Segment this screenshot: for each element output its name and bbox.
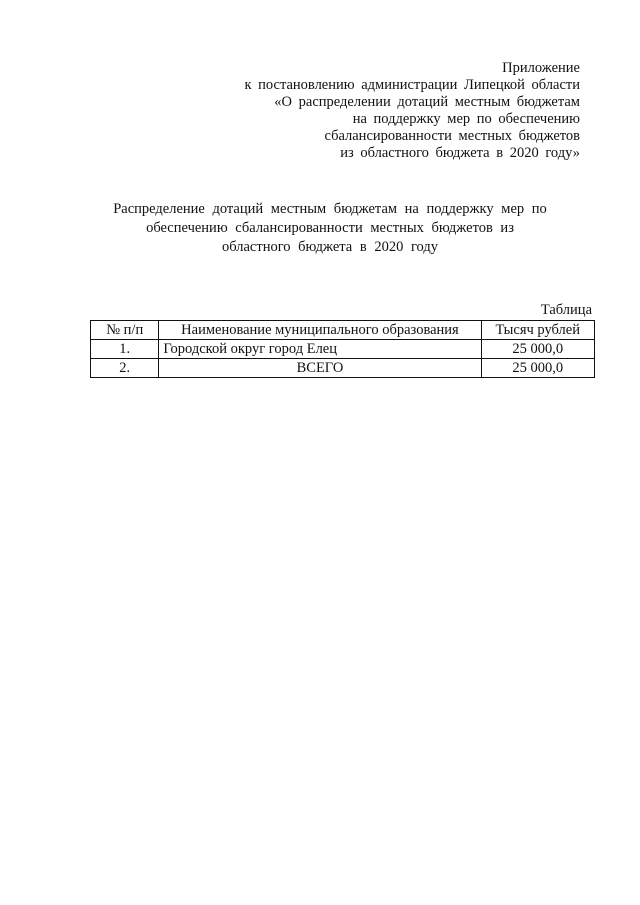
row-number: 1. <box>91 340 159 359</box>
appendix-line: на поддержку мер по обеспечению <box>352 111 580 127</box>
appendix-line: сбалансированности местных бюджетов <box>324 128 580 144</box>
title-line: областного бюджета в 2020 году <box>221 239 438 255</box>
header-amount: Тысяч рублей <box>481 321 595 340</box>
row-amount: 25 000,0 <box>481 340 595 359</box>
document-title <box>95 200 565 257</box>
table-header-row <box>91 321 595 340</box>
row-amount: 25 000,0 <box>481 359 595 378</box>
table-row <box>91 359 595 378</box>
table-row <box>91 340 595 359</box>
header-municipality: Наименование муниципального образования <box>159 321 481 340</box>
row-total-label: ВСЕГО <box>159 359 481 378</box>
appendix-block <box>120 60 580 162</box>
appendix-line: из областного бюджета в 2020 году» <box>340 145 580 161</box>
appendix-line: «О распределении дотаций местным бюджетам <box>274 94 580 110</box>
appendix-line: Приложение <box>502 60 580 76</box>
allocation-table <box>90 320 595 378</box>
row-municipality: Городской округ город Елец <box>159 340 481 359</box>
title-line: Распределение дотаций местным бюджетам на поддержку мер по <box>113 201 547 217</box>
appendix-line: к постановлению администрации Липецкой области <box>244 77 580 93</box>
title-line: обеспечению сбалансированности местных бюджетов из <box>146 220 514 236</box>
header-number: № п/п <box>91 321 159 340</box>
row-number: 2. <box>91 359 159 378</box>
table-label: Таблица <box>540 302 592 318</box>
